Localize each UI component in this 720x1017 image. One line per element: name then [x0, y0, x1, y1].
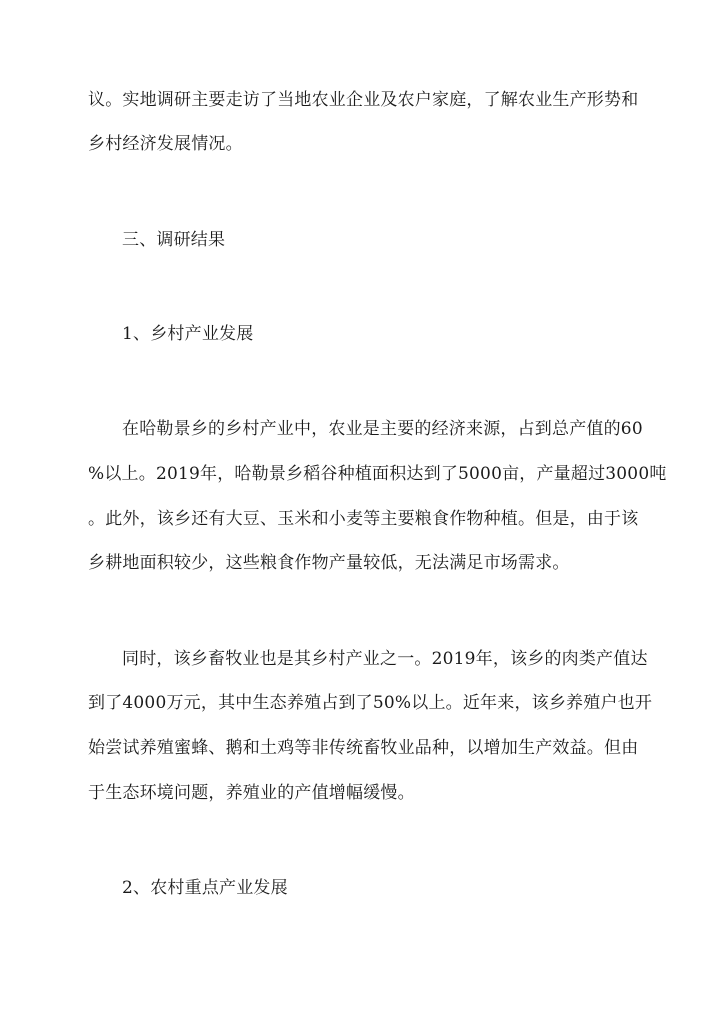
- livestock-line-2: 到了4000万元，其中生态养殖占到了50%以上。近年来，该乡养殖户也开: [88, 693, 653, 713]
- agriculture-line-3: 。此外，该乡还有大豆、玉米和小麦等主要粮食作物种植。但是，由于该: [88, 509, 639, 529]
- subsection-heading-rural-industry: 1、乡村产业发展: [122, 324, 254, 344]
- agriculture-line-4: 乡耕地面积较少，这些粮食作物产量较低，无法满足市场需求。: [88, 553, 570, 573]
- section-heading-results: 三、调研结果: [122, 230, 226, 250]
- intro-line-1: 议。实地调研主要走访了当地农业企业及农户家庭，了解农业生产形势和: [88, 90, 639, 110]
- agriculture-line-1: 在哈勒景乡的乡村产业中，农业是主要的经济来源，占到总产值的60: [122, 419, 643, 439]
- livestock-line-4: 于生态环境问题，养殖业的产值增幅缓慢。: [88, 783, 415, 803]
- intro-line-2: 乡村经济发展情况。: [88, 134, 243, 154]
- subsection-heading-key-industry: 2、农村重点产业发展: [122, 878, 288, 898]
- livestock-line-1: 同时，该乡畜牧业也是其乡村产业之一。2019年，该乡的肉类产值达: [122, 649, 648, 669]
- agriculture-line-2: %以上。2019年，哈勒景乡稻谷种植面积达到了5000亩，产量超过3000吨: [88, 464, 667, 484]
- livestock-line-3: 始尝试养殖蜜蜂、鹅和土鸡等非传统畜牧业品种，以增加生产效益。但由: [88, 738, 639, 758]
